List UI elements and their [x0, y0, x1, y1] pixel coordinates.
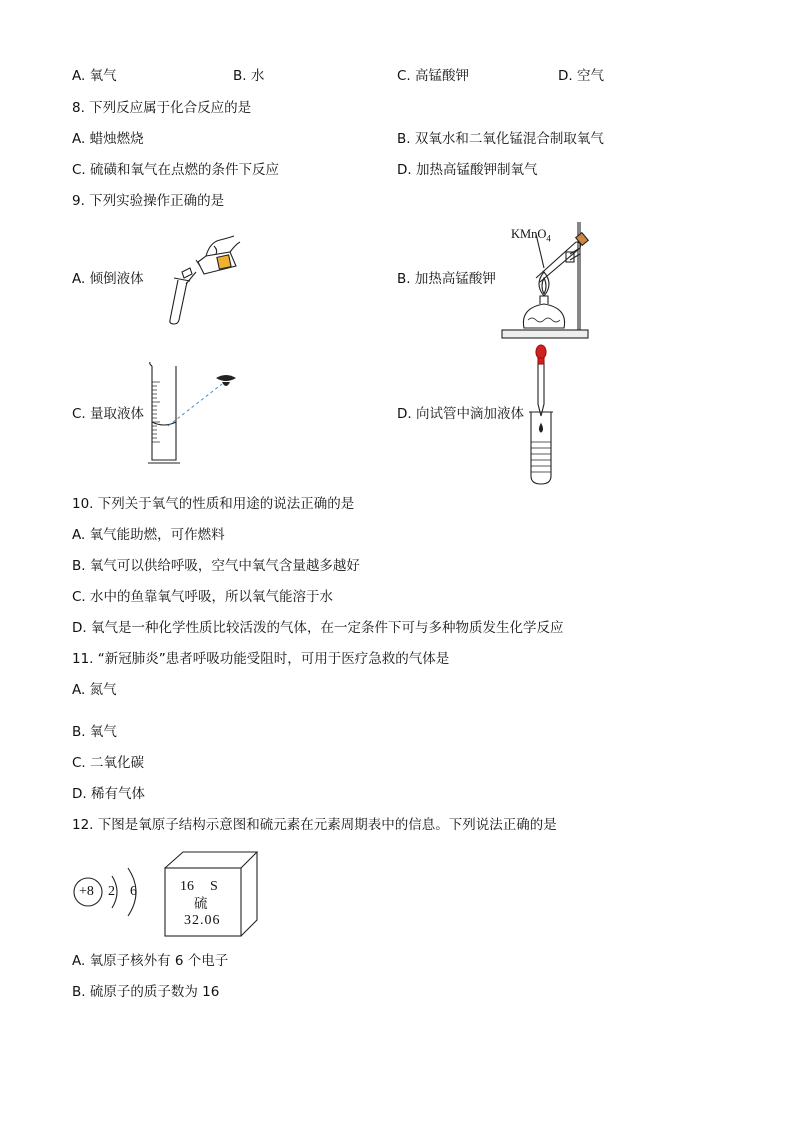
q10-option-a: A. 氧气能助燃，可作燃料 [72, 527, 225, 543]
sulfur-atomic-number: 16 [180, 879, 194, 894]
kmno4-subscript: 4 [546, 233, 551, 244]
sulfur-atomic-mass: 32.06 [184, 913, 221, 928]
q9-option-c: C. 量取液体 [72, 406, 145, 422]
kmno4-formula: KMnO [511, 227, 547, 241]
q8-option-c: C. 硫磺和氧气在点燃的条件下反应 [72, 162, 280, 178]
q8-option-b: B. 双氧水和二氧化锰混合制取氧气 [397, 131, 604, 147]
q10-option-b: B. 氧气可以供给呼吸，空气中氧气含量越多越好 [72, 558, 360, 574]
q10-stem: 10. 下列关于氧气的性质和用途的说法正确的是 [72, 496, 355, 512]
pouring-liquid-figure [160, 232, 242, 324]
q7-option-c: C. 高锰酸钾 [397, 68, 470, 84]
sulfur-name: 硫 [194, 896, 208, 912]
sulfur-symbol: S [210, 879, 218, 894]
heating-kmno4-figure [500, 218, 592, 342]
q11-option-a: A. 氮气 [72, 682, 117, 698]
q8-option-a: A. 蜡烛燃烧 [72, 131, 144, 147]
q9-option-d: D. 向试管中滴加液体 [397, 406, 524, 422]
q12-option-b: B. 硫原子的质子数为 16 [72, 984, 220, 1000]
q7-option-b: B. 水 [233, 68, 265, 84]
q7-option-d: D. 空气 [558, 68, 604, 84]
q10-option-d: D. 氧气是一种化学性质比较活泼的气体，在一定条件下可与多种物质发生化学反应 [72, 620, 564, 636]
electron-shell-2: 6 [130, 884, 137, 899]
q11-option-c: C. 二氧化碳 [72, 755, 145, 771]
q9-option-a: A. 倾倒液体 [72, 271, 144, 287]
q11-stem: 11. “新冠肺炎”患者呼吸功能受阻时，可用于医疗急救的气体是 [72, 651, 450, 667]
eye-icon [216, 375, 236, 386]
q12-stem: 12. 下图是氧原子结构示意图和硫元素在元素周期表中的信息。下列说法正确的是 [72, 817, 557, 833]
q10-option-c: C. 水中的鱼靠氧气呼吸，所以氧气能溶于水 [72, 589, 334, 605]
q11-option-b: B. 氧气 [72, 724, 117, 740]
electron-shell-1: 2 [108, 884, 115, 899]
dropper-test-tube-figure [526, 342, 556, 486]
q8-stem: 8. 下列反应属于化合反应的是 [72, 100, 252, 116]
q8-option-d: D. 加热高锰酸钾制氧气 [397, 162, 538, 178]
measuring-cylinder-figure [146, 362, 242, 466]
q11-option-d: D. 稀有气体 [72, 786, 145, 802]
q9-option-b: B. 加热高锰酸钾 [397, 271, 496, 287]
q7-option-a: A. 氧气 [72, 68, 117, 84]
q12-option-a: A. 氧原子核外有 6 个电子 [72, 953, 229, 969]
nucleus-charge: +8 [79, 884, 94, 899]
q9-stem: 9. 下列实验操作正确的是 [72, 193, 225, 209]
